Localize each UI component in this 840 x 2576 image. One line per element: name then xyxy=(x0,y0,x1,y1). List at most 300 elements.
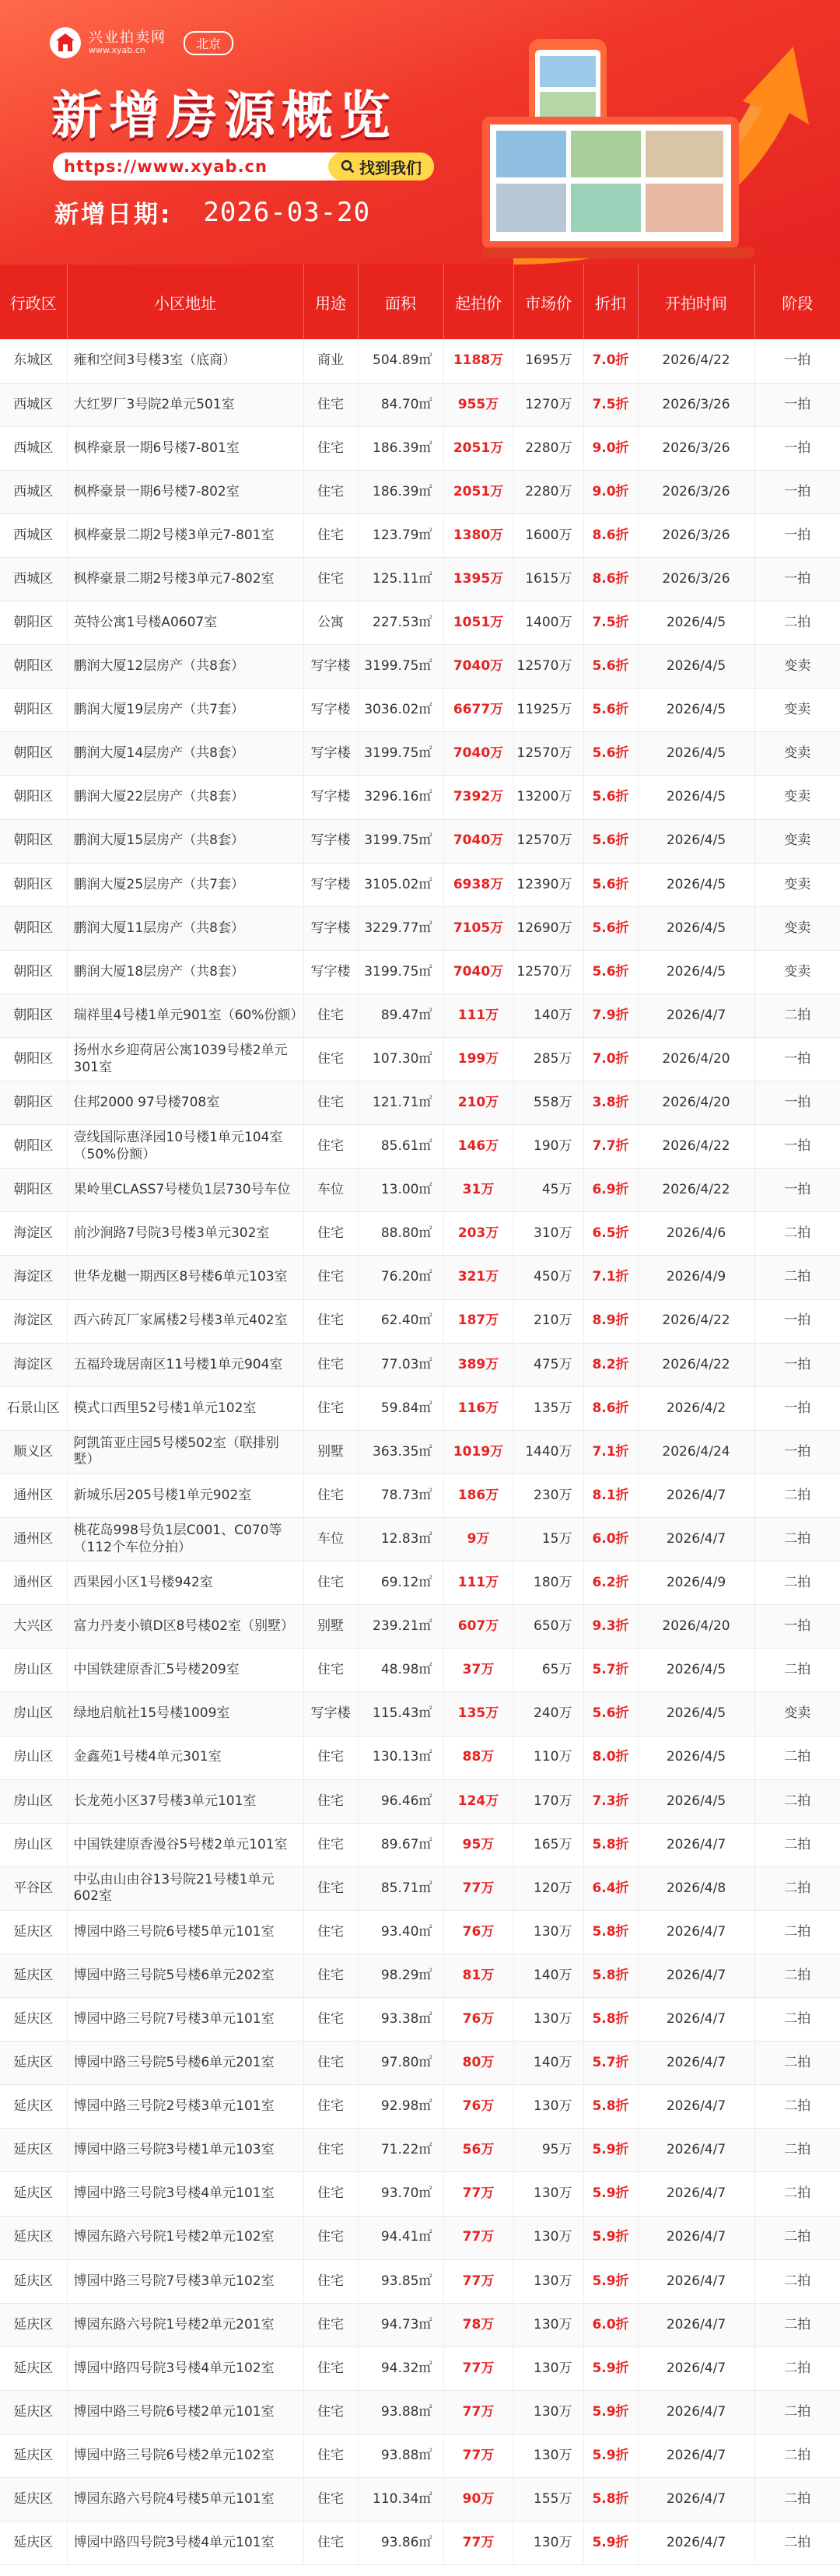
address-cell: 阿凯笛亚庄园5号楼502室（联排别墅） xyxy=(67,1430,303,1474)
address-cell: 中弘由山由谷13号院21号楼1单元602室 xyxy=(67,1866,303,1910)
auction-date-cell: 2026/4/24 xyxy=(638,1430,754,1474)
market-price-cell: 130万 xyxy=(513,2172,583,2216)
start-price-cell: 2051万 xyxy=(443,426,513,470)
table-row[interactable] xyxy=(0,950,840,994)
start-price-cell: 1051万 xyxy=(443,601,513,645)
start-price-cell: 135万 xyxy=(443,1692,513,1736)
district-cell: 通州区 xyxy=(0,1518,67,1561)
start-price-cell: 1019万 xyxy=(443,1430,513,1474)
table-row[interactable] xyxy=(0,601,840,645)
address-cell: 中国铁建原香汇5号楼209室 xyxy=(67,1649,303,1692)
discount-cell: 5.9折 xyxy=(583,2129,638,2172)
discount-cell: 3.8折 xyxy=(583,1081,638,1125)
auction-date-cell: 2026/4/5 xyxy=(638,776,754,819)
discount-cell: 5.9折 xyxy=(583,2216,638,2259)
address-cell: 大红罗厂3号院2单元501室 xyxy=(67,383,303,426)
start-price-cell: 77万 xyxy=(443,2259,513,2303)
market-price-cell: 12570万 xyxy=(513,950,583,994)
column-header: 行政区 xyxy=(0,265,67,339)
area-cell: 13.00㎡ xyxy=(358,1169,443,1212)
start-price-cell: 607万 xyxy=(443,1605,513,1649)
stage-cell: 二拍 xyxy=(754,2129,840,2172)
auction-date-cell: 2026/4/9 xyxy=(638,1256,754,1299)
table-row[interactable] xyxy=(0,906,840,950)
market-price-cell: 170万 xyxy=(513,1779,583,1823)
discount-cell: 5.8折 xyxy=(583,1823,638,1866)
address-cell: 鹏润大厦12层房产（共8套） xyxy=(67,645,303,689)
start-price-cell: 9万 xyxy=(443,1518,513,1561)
area-cell: 93.88㎡ xyxy=(358,2390,443,2434)
table-row[interactable] xyxy=(0,1343,840,1386)
area-cell: 227.53㎡ xyxy=(358,601,443,645)
table-header-row xyxy=(0,265,840,339)
table-row[interactable] xyxy=(0,819,840,863)
auction-date-cell: 2026/4/5 xyxy=(638,689,754,732)
address-cell: 博园中路三号院3号楼4单元101室 xyxy=(67,2172,303,2216)
usage-cell: 住宅 xyxy=(303,2346,358,2390)
auction-date-cell: 2026/4/2 xyxy=(638,1386,754,1430)
table-row[interactable] xyxy=(0,1779,840,1823)
start-price-cell: 76万 xyxy=(443,1910,513,1954)
start-price-cell: 199万 xyxy=(443,1038,513,1081)
table-row[interactable] xyxy=(0,426,840,470)
brand-name: 兴业拍卖网 xyxy=(89,30,166,47)
start-price-cell: 6938万 xyxy=(443,863,513,906)
table-row[interactable] xyxy=(0,776,840,819)
usage-cell: 住宅 xyxy=(303,1299,358,1343)
area-cell: 97.80㎡ xyxy=(358,2042,443,2085)
usage-cell: 住宅 xyxy=(303,2303,358,2346)
address-cell: 富力丹麦小镇D区8号楼02室（别墅） xyxy=(67,1605,303,1649)
url-bar[interactable] xyxy=(53,152,434,180)
start-price-cell: 210万 xyxy=(443,1081,513,1125)
city-badge[interactable]: 北京 xyxy=(184,31,233,55)
table-row[interactable] xyxy=(0,2085,840,2129)
auction-date-cell: 2026/4/7 xyxy=(638,1474,754,1517)
district-cell: 朝阳区 xyxy=(0,689,67,732)
district-cell: 朝阳区 xyxy=(0,1038,67,1081)
district-cell: 东城区 xyxy=(0,339,67,383)
address-cell: 博园中路三号院3号楼1单元103室 xyxy=(67,2129,303,2172)
usage-cell: 住宅 xyxy=(303,1910,358,1954)
stage-cell: 二拍 xyxy=(754,2085,840,2129)
address-cell: 雍和空间3号楼3室（底商） xyxy=(67,339,303,383)
market-price-cell: 65万 xyxy=(513,1649,583,1692)
auction-date-cell: 2026/4/7 xyxy=(638,1998,754,2042)
discount-cell: 7.0折 xyxy=(583,339,638,383)
district-cell: 顺义区 xyxy=(0,1430,67,1474)
stage-cell: 一拍 xyxy=(754,1430,840,1474)
area-cell: 93.38㎡ xyxy=(358,1998,443,2042)
area-cell: 48.98㎡ xyxy=(358,1649,443,1692)
auction-date-cell: 2026/3/26 xyxy=(638,426,754,470)
stage-cell: 一拍 xyxy=(754,1299,840,1343)
area-cell: 94.32㎡ xyxy=(358,2346,443,2390)
table-row[interactable] xyxy=(0,1081,840,1125)
table-row[interactable] xyxy=(0,2390,840,2434)
auction-date-cell: 2026/4/5 xyxy=(638,906,754,950)
auction-date-cell: 2026/4/7 xyxy=(638,2216,754,2259)
district-cell: 朝阳区 xyxy=(0,994,67,1037)
table-row[interactable] xyxy=(0,513,840,557)
district-cell: 延庆区 xyxy=(0,1954,67,1997)
start-price-cell: 1380万 xyxy=(443,513,513,557)
table-row[interactable] xyxy=(0,1125,840,1169)
stage-cell: 变卖 xyxy=(754,950,840,994)
usage-cell: 住宅 xyxy=(303,383,358,426)
start-price-cell: 389万 xyxy=(443,1343,513,1386)
address-cell: 模式口西里52号楼1单元102室 xyxy=(67,1386,303,1430)
area-cell: 3199.75㎡ xyxy=(358,645,443,689)
usage-cell: 住宅 xyxy=(303,2434,358,2478)
district-cell: 延庆区 xyxy=(0,2478,67,2522)
auction-date-cell: 2026/4/7 xyxy=(638,994,754,1037)
auction-date-cell: 2026/4/22 xyxy=(638,339,754,383)
district-cell: 延庆区 xyxy=(0,2390,67,2434)
page-title: 新增房源概览 xyxy=(51,86,397,145)
find-us-button[interactable] xyxy=(328,152,434,180)
area-cell: 93.88㎡ xyxy=(358,2434,443,2478)
area-cell: 110.34㎡ xyxy=(358,2478,443,2522)
auction-date-cell: 2026/3/26 xyxy=(638,513,754,557)
market-price-cell: 135万 xyxy=(513,1386,583,1430)
stage-cell: 变卖 xyxy=(754,906,840,950)
stage-cell: 二拍 xyxy=(754,2346,840,2390)
usage-cell: 别墅 xyxy=(303,1605,358,1649)
site-url[interactable]: https://www.xyab.cn xyxy=(64,157,268,176)
stage-cell: 一拍 xyxy=(754,339,840,383)
discount-cell: 5.6折 xyxy=(583,732,638,776)
start-price-cell: 76万 xyxy=(443,1998,513,2042)
column-header: 小区地址 xyxy=(67,265,303,339)
discount-cell: 5.6折 xyxy=(583,863,638,906)
address-cell: 鹏润大厦19层房产（共7套） xyxy=(67,689,303,732)
table-row[interactable] xyxy=(0,2346,840,2390)
market-price-cell: 310万 xyxy=(513,1212,583,1256)
market-price-cell: 12570万 xyxy=(513,732,583,776)
start-price-cell: 77万 xyxy=(443,2346,513,2390)
stage-cell: 一拍 xyxy=(754,1169,840,1212)
usage-cell: 商业 xyxy=(303,339,358,383)
table-row[interactable] xyxy=(0,1649,840,1692)
usage-cell: 别墅 xyxy=(303,1430,358,1474)
auction-date-cell: 2026/3/26 xyxy=(638,470,754,513)
table-row[interactable] xyxy=(0,1169,840,1212)
discount-cell: 7.9折 xyxy=(583,994,638,1037)
table-row[interactable] xyxy=(0,1212,840,1256)
stage-cell: 一拍 xyxy=(754,1343,840,1386)
column-header: 起拍价 xyxy=(443,265,513,339)
usage-cell: 住宅 xyxy=(303,470,358,513)
table-row[interactable] xyxy=(0,2522,840,2565)
stage-cell: 一拍 xyxy=(754,1125,840,1169)
district-cell: 通州区 xyxy=(0,1474,67,1517)
table-row[interactable] xyxy=(0,1605,840,1649)
table-row[interactable] xyxy=(0,2216,840,2259)
stage-cell: 一拍 xyxy=(754,383,840,426)
usage-cell: 住宅 xyxy=(303,1954,358,1997)
table-row[interactable] xyxy=(0,1038,840,1081)
district-cell: 海淀区 xyxy=(0,1256,67,1299)
address-cell: 枫桦豪景二期2号楼3单元7-801室 xyxy=(67,513,303,557)
table-row[interactable] xyxy=(0,1256,840,1299)
table-row[interactable] xyxy=(0,557,840,601)
discount-cell: 8.0折 xyxy=(583,1736,638,1779)
discount-cell: 7.3折 xyxy=(583,1779,638,1823)
discount-cell: 5.6折 xyxy=(583,906,638,950)
market-price-cell: 140万 xyxy=(513,994,583,1037)
area-cell: 186.39㎡ xyxy=(358,470,443,513)
table-row[interactable] xyxy=(0,1692,840,1736)
area-cell: 71.22㎡ xyxy=(358,2129,443,2172)
table-row[interactable] xyxy=(0,1736,840,1779)
table-row[interactable] xyxy=(0,1866,840,1910)
auction-date-cell: 2026/4/20 xyxy=(638,1081,754,1125)
discount-cell: 5.9折 xyxy=(583,2346,638,2390)
auction-date-cell: 2026/4/7 xyxy=(638,2522,754,2565)
usage-cell: 住宅 xyxy=(303,1779,358,1823)
auction-date-cell: 2026/4/7 xyxy=(638,1823,754,1866)
district-cell: 朝阳区 xyxy=(0,819,67,863)
start-price-cell: 90万 xyxy=(443,2478,513,2522)
discount-cell: 6.9折 xyxy=(583,1169,638,1212)
market-price-cell: 140万 xyxy=(513,2042,583,2085)
stage-cell: 二拍 xyxy=(754,1779,840,1823)
usage-cell: 住宅 xyxy=(303,994,358,1037)
address-cell: 博园中路三号院6号楼2单元101室 xyxy=(67,2390,303,2434)
table-row[interactable] xyxy=(0,1386,840,1430)
address-cell: 五福玲珑居南区11号楼1单元904室 xyxy=(67,1343,303,1386)
table-row[interactable] xyxy=(0,689,840,732)
district-cell: 西城区 xyxy=(0,557,67,601)
table-row[interactable] xyxy=(0,1910,840,1954)
area-cell: 125.11㎡ xyxy=(358,557,443,601)
discount-cell: 5.6折 xyxy=(583,776,638,819)
district-cell: 西城区 xyxy=(0,383,67,426)
market-price-cell: 120万 xyxy=(513,1866,583,1910)
column-header: 开拍时间 xyxy=(638,265,754,339)
stage-cell: 二拍 xyxy=(754,1954,840,1997)
stage-cell: 变卖 xyxy=(754,819,840,863)
usage-cell: 写字楼 xyxy=(303,1692,358,1736)
district-cell: 平谷区 xyxy=(0,1866,67,1910)
address-cell: 博园中路四号院3号楼4单元102室 xyxy=(67,2346,303,2390)
area-cell: 115.43㎡ xyxy=(358,1692,443,1736)
auction-date-cell: 2026/4/8 xyxy=(638,1866,754,1910)
address-cell: 绿地启航社15号楼1009室 xyxy=(67,1692,303,1736)
market-price-cell: 12570万 xyxy=(513,645,583,689)
start-price-cell: 7105万 xyxy=(443,906,513,950)
stage-cell: 二拍 xyxy=(754,2434,840,2478)
district-cell: 通州区 xyxy=(0,1561,67,1605)
usage-cell: 住宅 xyxy=(303,1474,358,1517)
address-cell: 博园东路六号院1号楼2单元102室 xyxy=(67,2216,303,2259)
table-row[interactable] xyxy=(0,2434,840,2478)
market-price-cell: 130万 xyxy=(513,2522,583,2565)
auction-date-cell: 2026/4/5 xyxy=(638,863,754,906)
usage-cell: 写字楼 xyxy=(303,732,358,776)
district-cell: 朝阳区 xyxy=(0,1081,67,1125)
table-row[interactable] xyxy=(0,1561,840,1605)
area-cell: 93.40㎡ xyxy=(358,1910,443,1954)
address-cell: 博园中路三号院2号楼3单元101室 xyxy=(67,2085,303,2129)
district-cell: 石景山区 xyxy=(0,1386,67,1430)
auction-date-cell: 2026/4/5 xyxy=(638,645,754,689)
auction-date-cell: 2026/4/5 xyxy=(638,819,754,863)
area-cell: 88.80㎡ xyxy=(358,1212,443,1256)
discount-cell: 9.0折 xyxy=(583,426,638,470)
date-value: 2026-03-20 xyxy=(203,196,371,228)
discount-cell: 5.8折 xyxy=(583,1954,638,1997)
table-row[interactable] xyxy=(0,2042,840,2085)
date-label: 新增日期: xyxy=(54,201,173,229)
market-price-cell: 475万 xyxy=(513,1343,583,1386)
area-cell: 93.70㎡ xyxy=(358,2172,443,2216)
start-price-cell: 146万 xyxy=(443,1125,513,1169)
start-price-cell: 81万 xyxy=(443,1954,513,1997)
discount-cell: 5.7折 xyxy=(583,2042,638,2085)
address-cell: 金鑫苑1号楼4单元301室 xyxy=(67,1736,303,1779)
area-cell: 3296.16㎡ xyxy=(358,776,443,819)
usage-cell: 住宅 xyxy=(303,1212,358,1256)
start-price-cell: 124万 xyxy=(443,1779,513,1823)
table-row[interactable] xyxy=(0,2129,840,2172)
discount-cell: 5.9折 xyxy=(583,2259,638,2303)
market-price-cell: 1600万 xyxy=(513,513,583,557)
auction-date-cell: 2026/4/7 xyxy=(638,2346,754,2390)
area-cell: 363.35㎡ xyxy=(358,1430,443,1474)
usage-cell: 住宅 xyxy=(303,1561,358,1605)
auction-date-cell: 2026/4/7 xyxy=(638,1518,754,1561)
usage-cell: 住宅 xyxy=(303,1038,358,1081)
district-cell: 延庆区 xyxy=(0,2259,67,2303)
address-cell: 枫桦豪景一期6号楼7-802室 xyxy=(67,470,303,513)
stage-cell: 一拍 xyxy=(754,557,840,601)
address-cell: 枫桦豪景二期2号楼3单元7-802室 xyxy=(67,557,303,601)
discount-cell: 6.5折 xyxy=(583,1212,638,1256)
discount-cell: 7.7折 xyxy=(583,1125,638,1169)
area-cell: 93.86㎡ xyxy=(358,2522,443,2565)
table-row[interactable] xyxy=(0,2259,840,2303)
district-cell: 延庆区 xyxy=(0,2172,67,2216)
district-cell: 房山区 xyxy=(0,1823,67,1866)
usage-cell: 住宅 xyxy=(303,1736,358,1779)
auction-date-cell: 2026/4/7 xyxy=(638,2085,754,2129)
table-row[interactable] xyxy=(0,732,840,776)
table-row[interactable] xyxy=(0,1299,840,1343)
area-cell: 504.89㎡ xyxy=(358,339,443,383)
brand[interactable] xyxy=(50,26,233,59)
table-row[interactable] xyxy=(0,1998,840,2042)
table-row[interactable] xyxy=(0,863,840,906)
district-cell: 延庆区 xyxy=(0,2042,67,2085)
stage-cell: 变卖 xyxy=(754,863,840,906)
area-cell: 3229.77㎡ xyxy=(358,906,443,950)
table-row[interactable] xyxy=(0,994,840,1037)
area-cell: 89.67㎡ xyxy=(358,1823,443,1866)
district-cell: 大兴区 xyxy=(0,1605,67,1649)
address-cell: 鹏润大厦25层房产（共7套） xyxy=(67,863,303,906)
area-cell: 92.98㎡ xyxy=(358,2085,443,2129)
discount-cell: 9.3折 xyxy=(583,1605,638,1649)
find-us-label: 找到我们 xyxy=(359,158,422,177)
stage-cell: 二拍 xyxy=(754,1823,840,1866)
address-cell: 桃花岛998号负1层C001、C070等（112个车位分拍） xyxy=(67,1518,303,1561)
stage-cell: 二拍 xyxy=(754,1561,840,1605)
market-price-cell: 12390万 xyxy=(513,863,583,906)
auction-date-cell: 2026/4/5 xyxy=(638,732,754,776)
auction-date-cell: 2026/4/5 xyxy=(638,601,754,645)
table-row[interactable] xyxy=(0,339,840,383)
stage-cell: 变卖 xyxy=(754,1692,840,1736)
auction-date-cell: 2026/4/5 xyxy=(638,950,754,994)
auction-date-cell: 2026/4/7 xyxy=(638,2303,754,2346)
start-price-cell: 95万 xyxy=(443,1823,513,1866)
district-cell: 房山区 xyxy=(0,1779,67,1823)
table-row[interactable] xyxy=(0,2478,840,2522)
table-row[interactable] xyxy=(0,470,840,513)
brand-domain: www.xyab.cn xyxy=(89,44,145,55)
table-row[interactable] xyxy=(0,1954,840,1997)
table-row[interactable] xyxy=(0,2303,840,2346)
usage-cell: 住宅 xyxy=(303,1343,358,1386)
discount-cell: 5.6折 xyxy=(583,819,638,863)
stage-cell: 二拍 xyxy=(754,2390,840,2434)
usage-cell: 住宅 xyxy=(303,557,358,601)
address-cell: 博园中路三号院5号楼6单元202室 xyxy=(67,1954,303,1997)
area-cell: 85.71㎡ xyxy=(358,1866,443,1910)
start-price-cell: 1395万 xyxy=(443,557,513,601)
address-cell: 鹏润大厦15层房产（共8套） xyxy=(67,819,303,863)
discount-cell: 7.5折 xyxy=(583,383,638,426)
usage-cell: 住宅 xyxy=(303,2085,358,2129)
table-row[interactable] xyxy=(0,645,840,689)
usage-cell: 住宅 xyxy=(303,1866,358,1910)
area-cell: 3105.02㎡ xyxy=(358,863,443,906)
table-row[interactable] xyxy=(0,1823,840,1866)
stage-cell: 一拍 xyxy=(754,513,840,557)
table-row[interactable] xyxy=(0,1518,840,1561)
usage-cell: 写字楼 xyxy=(303,776,358,819)
address-cell: 鹏润大厦22层房产（共8套） xyxy=(67,776,303,819)
discount-cell: 7.0折 xyxy=(583,1038,638,1081)
start-price-cell: 111万 xyxy=(443,1561,513,1605)
address-cell: 博园中路三号院6号楼2单元102室 xyxy=(67,2434,303,2478)
area-cell: 3199.75㎡ xyxy=(358,732,443,776)
stage-cell: 二拍 xyxy=(754,1256,840,1299)
discount-cell: 9.0折 xyxy=(583,470,638,513)
start-price-cell: 7040万 xyxy=(443,950,513,994)
table-row[interactable] xyxy=(0,1430,840,1474)
start-price-cell: 2051万 xyxy=(443,470,513,513)
discount-cell: 5.8折 xyxy=(583,2478,638,2522)
usage-cell: 住宅 xyxy=(303,2390,358,2434)
listing-table xyxy=(0,265,840,2565)
stage-cell: 二拍 xyxy=(754,2522,840,2565)
area-cell: 93.85㎡ xyxy=(358,2259,443,2303)
table-row[interactable] xyxy=(0,383,840,426)
table-row[interactable] xyxy=(0,2172,840,2216)
address-cell: 中国铁建原香漫谷5号楼2单元101室 xyxy=(67,1823,303,1866)
table-row[interactable] xyxy=(0,1474,840,1517)
district-cell: 朝阳区 xyxy=(0,863,67,906)
area-cell: 76.20㎡ xyxy=(358,1256,443,1299)
district-cell: 西城区 xyxy=(0,426,67,470)
area-cell: 78.73㎡ xyxy=(358,1474,443,1517)
auction-date-cell: 2026/4/7 xyxy=(638,2390,754,2434)
start-price-cell: 77万 xyxy=(443,2522,513,2565)
listing-body xyxy=(0,339,840,2565)
